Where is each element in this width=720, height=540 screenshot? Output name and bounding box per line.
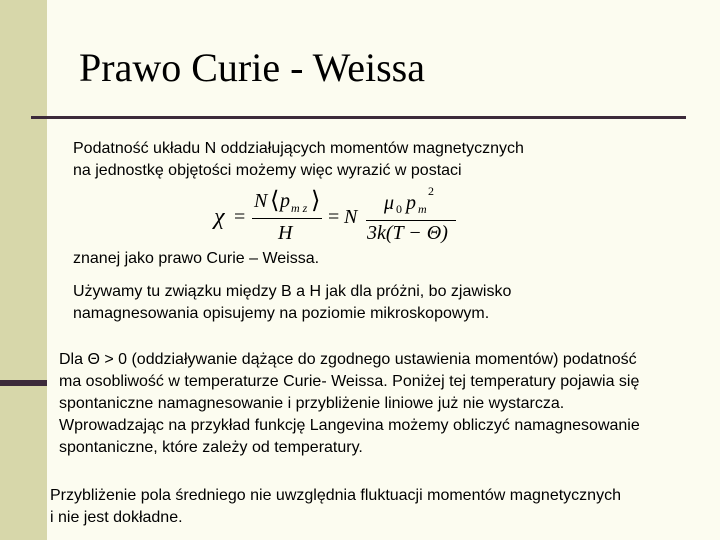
left-accent-bar [0,380,47,386]
formula-num1-p: p [280,190,290,212]
formula-mu-sub: 0 [396,202,402,216]
formula-N: N [344,206,358,228]
formula-num1-sub: m z [291,201,308,215]
curie-weiss-formula [210,186,470,250]
title-divider [31,116,686,119]
formula-p: p [406,192,416,214]
formula-den1: H [278,222,293,244]
paragraph-susceptibility-intro: Podatność układu N oddziałujących momentów magnetycznych na jednostkę objętości możemy więc wyrazić w postaci [73,140,524,179]
formula-equals-1: = [234,206,246,228]
formula-sup-2: 2 [428,184,434,198]
formula-num1-N: N [254,190,268,212]
formula-num1-open: ⟨ [270,188,280,214]
left-decorative-band [0,0,47,540]
formula-fraction-bar-1 [252,218,322,219]
paragraph-b-h-relation: Używamy tu związku między B a H jak dla próżni, bo zjawisko namagnesowania opisujemy na poziomie mikroskopowym. [73,283,512,322]
slide-title: Prawo Curie - Weissa [79,45,425,90]
formula-chi: χ [214,204,225,230]
formula-mu: μ [384,192,395,214]
formula-p-sub: m [418,202,427,216]
paragraph-mean-field-limitation: Przybliżenie pola średniego nie uwzględnia fluktuacji momentów magnetycznych i nie jest dokładne. [50,487,621,526]
paragraph-theta-positive: Dla Θ > 0 (oddziaływanie dążące do zgodnego ustawienia momentów) podatność ma osobliwość w temperaturze Curie- Weissa. Poniżej tej temperatury pojawia się spontaniczne namagnesowanie i przybliżenie liniowe już nie wystarcza. Wprowadzając na przykład funkcję Langevina możemy obliczyć namagnesowanie spontaniczne, które zależy od temperatury. [59,351,640,456]
formula-den2: 3k(T − Θ) [367,222,448,244]
formula-equals-2: = [328,206,340,228]
paragraph-curie-weiss-law: znanej jako prawo Curie – Weissa. [73,250,320,267]
formula-num1-close: ⟩ [311,188,321,214]
